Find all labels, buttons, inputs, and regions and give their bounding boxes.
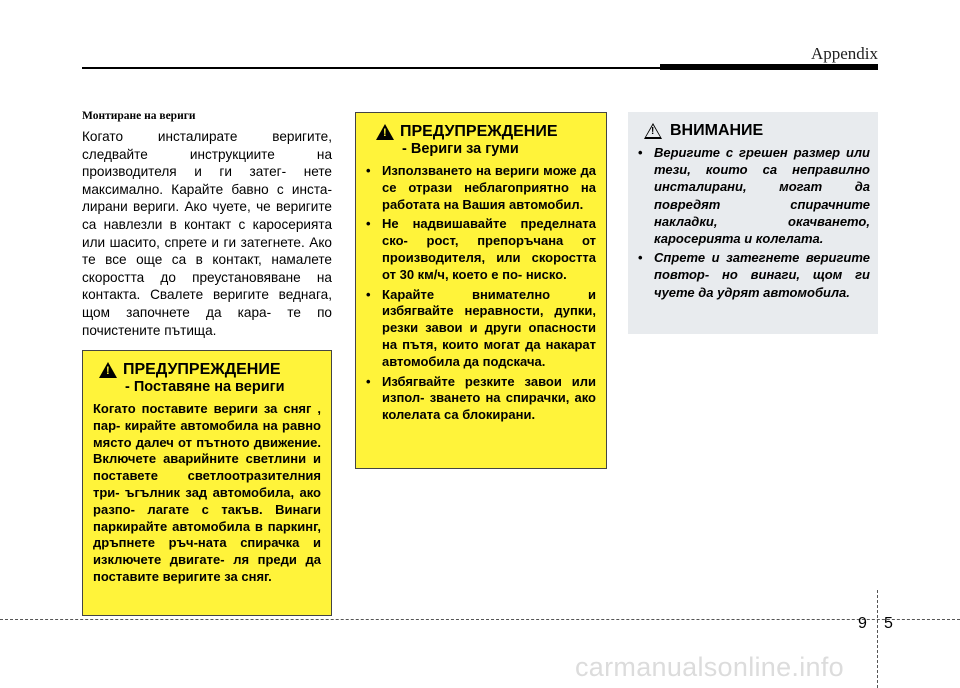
page-number: 5: [884, 615, 893, 632]
header-rule-accent: [660, 64, 878, 70]
page-number-divider: [877, 590, 878, 688]
warning-heading: [93, 361, 321, 379]
footer-rule: [0, 619, 960, 620]
warning-heading: [366, 123, 596, 141]
watermark: carmanualsonline.info: [575, 652, 844, 682]
warning-subtitle: - Вериги за гуми: [402, 141, 519, 157]
section-title: Монтиране на вериги: [82, 110, 196, 122]
page-header-title: Appendix: [810, 44, 878, 63]
warning-triangle-icon: [99, 362, 117, 378]
warning-box-tire-chains: [355, 112, 607, 469]
caution-title: ВНИМАНИЕ: [670, 122, 764, 139]
caution-list: [638, 144, 870, 301]
caution-triangle-icon: [644, 123, 662, 139]
warning-triangle-icon: [376, 124, 394, 140]
warning-title: ПРЕДУПРЕЖДЕНИЕ: [123, 361, 281, 378]
caution-box: [628, 112, 878, 334]
section-body: Когато инсталирате веригите, следвайте инструкциите на производителя и ги затег- нете максимално. Карайте бавно с инста- лирани вериги. Ако чуете, че веригите са навлезли в контакт с каросерията или шасито, спрете и ги затегнете. Ако те все още са в контакт, намалете скоростта до преустановяване на контакта. Свалете веригите веднага, щом започнете да кара- те по почистените пътища.: [82, 129, 332, 338]
warning-list: [366, 163, 596, 424]
list-item: • Карайте внимателно и избягвайте неравности, дупки, резки завои и други опасности на пътя, които могат да накарат автомобила да подскача.: [366, 287, 596, 371]
list-item: • Не надвишавайте пределната ско- рост, препоръчана от производителя, или скоростта от 30 км/ч, което е по- ниско.: [366, 216, 596, 283]
warning-subtitle: - Поставяне на вериги: [125, 379, 285, 395]
list-item: • Избягвайте резките завои или изпол- зването на спирачки, ако колелата са блокирани.: [366, 374, 596, 424]
list-item: • Веригите с грешен размер или тези, които са неправилно инсталирани, могат да повредят спирачните накладки, окачването, каросерията и колелата.: [638, 144, 870, 247]
caution-heading: [638, 122, 870, 140]
list-item: • Използването на вериги може да се отрази неблагоприятно на работата на Вашия автомобил.: [366, 163, 596, 213]
list-item: • Спрете и затегнете веригите повтор- но винаги, щом ги чуете да удрят автомобила.: [638, 249, 870, 301]
mounting-chains-section: [82, 110, 332, 339]
warning-box-installing-chains: [82, 350, 332, 616]
warning-body: Когато поставите вериги за сняг , пар- кирайте автомобила на равно място далеч от пътното движение. Включете аварийните светлини и поставете светлоотразителния три- ъгълник зад автомобила, ако разпо- лагате с такъв. Винаги паркирайте автомобила в паркинг, дръпнете ръч-ната спирачка и изключете двигате- ля преди да поставите веригите за сняг.: [93, 401, 321, 584]
warning-title: ПРЕДУПРЕЖДЕНИЕ: [400, 123, 558, 140]
chapter-number: 9: [858, 615, 867, 632]
